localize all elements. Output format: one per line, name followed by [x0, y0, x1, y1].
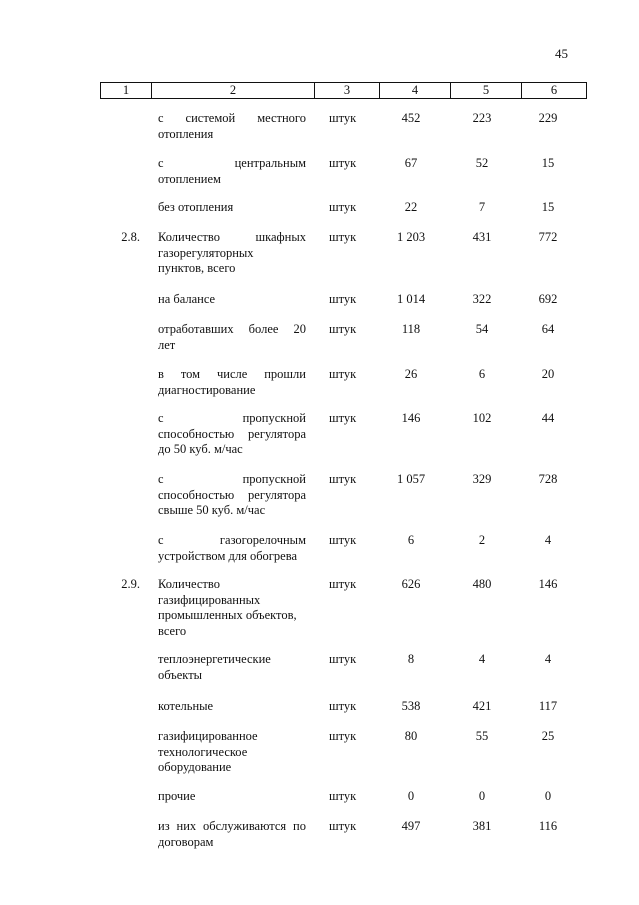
- row-name-line: газорегуляторных: [158, 245, 254, 260]
- row-value-col4: 6: [407, 533, 415, 547]
- row-unit: штук: [329, 789, 357, 803]
- row-value-col5: 480: [472, 577, 492, 591]
- row-unit: штук: [329, 322, 357, 336]
- column-header-4: 4: [380, 83, 451, 99]
- row-value-col4: 538: [401, 699, 421, 713]
- row-name-line: Количество: [158, 577, 220, 591]
- row-value-col6: 64: [541, 322, 555, 336]
- row-value-col6: 692: [538, 292, 558, 306]
- row-name-line: до 50 куб. м/час: [158, 442, 243, 456]
- row-value-col4: 118: [401, 322, 421, 336]
- row-name: [158, 789, 306, 805]
- row-name-line: газифицированное: [158, 729, 258, 743]
- row-value-col5: 54: [475, 322, 489, 336]
- column-header-row: [101, 83, 587, 99]
- page-number: 45: [555, 46, 568, 61]
- row-name-line: устройством для обогрева: [158, 548, 298, 563]
- row-value-col5: 52: [475, 156, 489, 170]
- row-unit: штук: [329, 819, 357, 833]
- row-value-col5: 4: [478, 652, 486, 666]
- row-name-line: всего: [158, 623, 187, 638]
- row-value-col4: 497: [401, 819, 421, 833]
- row-number: 2.8.: [121, 230, 140, 244]
- row-value-col5: 421: [472, 699, 492, 713]
- row-name: [158, 200, 306, 216]
- row-name: [158, 699, 306, 715]
- row-value-col5: 55: [475, 729, 489, 743]
- row-value-col5: 2: [478, 533, 486, 547]
- row-value-col6: 728: [538, 472, 558, 486]
- row-name-line: отработавших более 20: [158, 322, 306, 336]
- row-value-col4: 146: [401, 411, 421, 425]
- row-name-line: способностью регулятора: [158, 487, 306, 502]
- row-name: [158, 472, 306, 519]
- row-name-line: отопления: [158, 126, 214, 141]
- row-name-line: с газогорелочным: [158, 533, 306, 547]
- row-name-line: лет: [158, 337, 176, 352]
- row-value-col4: 67: [404, 156, 418, 170]
- column-header-5: 5: [451, 83, 522, 99]
- row-value-col5: 0: [478, 789, 486, 803]
- row-unit: штук: [329, 230, 357, 244]
- row-name-line: из них обслуживаются по: [158, 819, 306, 833]
- row-name-line: свыше 50 куб. м/час: [158, 503, 266, 517]
- row-unit: штук: [329, 577, 357, 591]
- row-name: [158, 230, 306, 277]
- row-name: [158, 367, 306, 398]
- row-number: 2.9.: [121, 577, 140, 591]
- row-name-line: способностью регулятора: [158, 426, 306, 441]
- row-unit: штук: [329, 729, 357, 743]
- row-value-col4: 1 014: [396, 292, 426, 306]
- row-value-col6: 4: [544, 652, 552, 666]
- row-name: [158, 156, 306, 187]
- row-name: [158, 577, 306, 639]
- row-name-line: промышленных объектов,: [158, 608, 297, 622]
- row-unit: штук: [329, 472, 357, 486]
- row-name: [158, 652, 306, 683]
- row-value-col4: 8: [407, 652, 415, 666]
- row-value-col5: 7: [478, 200, 486, 214]
- row-value-col6: 44: [541, 411, 555, 425]
- row-value-col6: 25: [541, 729, 555, 743]
- row-name-line: с центральным: [158, 156, 306, 170]
- row-unit: штук: [329, 699, 357, 713]
- row-value-col5: 6: [478, 367, 486, 381]
- column-header-2: 2: [152, 83, 315, 99]
- row-unit: штук: [329, 111, 357, 125]
- row-name-line: с системой местного: [158, 111, 306, 125]
- row-name: [158, 292, 306, 308]
- row-value-col6: 15: [541, 156, 555, 170]
- row-unit: штук: [329, 200, 357, 214]
- row-value-col6: 146: [538, 577, 558, 591]
- row-name-line: пунктов, всего: [158, 261, 236, 275]
- row-value-col5: 102: [472, 411, 492, 425]
- row-value-col4: 22: [404, 200, 418, 214]
- column-header-table: [100, 82, 587, 99]
- row-name-line: договорам: [158, 834, 214, 849]
- row-unit: штук: [329, 652, 357, 666]
- column-header-6: 6: [522, 83, 587, 99]
- row-value-col6: 117: [538, 699, 558, 713]
- row-name-line: с пропускной: [158, 472, 306, 486]
- row-name: [158, 819, 306, 850]
- column-header-1: 1: [101, 83, 152, 99]
- row-name: [158, 411, 306, 458]
- row-name-line: котельные: [158, 699, 214, 713]
- row-value-col4: 1 203: [396, 230, 426, 244]
- row-unit: штук: [329, 411, 357, 425]
- row-value-col6: 772: [538, 230, 558, 244]
- row-value-col6: 4: [544, 533, 552, 547]
- row-value-col6: 15: [541, 200, 555, 214]
- row-value-col5: 322: [472, 292, 492, 306]
- row-name-line: газифицированных: [158, 592, 261, 607]
- row-name: [158, 533, 306, 564]
- row-unit: штук: [329, 156, 357, 170]
- row-value-col4: 452: [401, 111, 421, 125]
- row-name-line: в том числе прошли: [158, 367, 306, 381]
- row-value-col6: 0: [544, 789, 552, 803]
- row-name-line: без отопления: [158, 200, 234, 214]
- row-value-col6: 20: [541, 367, 555, 381]
- row-name-line: технологическое: [158, 744, 248, 759]
- column-header-3: 3: [315, 83, 380, 99]
- row-value-col4: 0: [407, 789, 415, 803]
- row-name: [158, 729, 306, 776]
- row-value-col4: 80: [404, 729, 418, 743]
- row-value-col6: 229: [538, 111, 558, 125]
- row-name-line: Количество шкафных: [158, 230, 306, 244]
- row-name-line: оборудование: [158, 760, 232, 774]
- row-unit: штук: [329, 292, 357, 306]
- row-value-col5: 329: [472, 472, 492, 486]
- row-value-col6: 116: [538, 819, 558, 833]
- row-name-line: объекты: [158, 667, 203, 682]
- row-value-col4: 26: [404, 367, 418, 381]
- row-name-line: теплоэнергетические: [158, 652, 271, 666]
- row-value-col5: 381: [472, 819, 492, 833]
- row-value-col4: 1 057: [396, 472, 426, 486]
- row-name-line: с пропускной: [158, 411, 306, 425]
- row-unit: штук: [329, 367, 357, 381]
- row-name: [158, 111, 306, 142]
- row-name-line: прочие: [158, 789, 196, 803]
- row-unit: штук: [329, 533, 357, 547]
- row-name: [158, 322, 306, 353]
- row-name-line: диагностирование: [158, 382, 256, 397]
- row-name-line: отоплением: [158, 171, 221, 186]
- row-value-col4: 626: [401, 577, 421, 591]
- row-value-col5: 223: [472, 111, 492, 125]
- row-value-col5: 431: [472, 230, 492, 244]
- row-name-line: на балансе: [158, 292, 216, 306]
